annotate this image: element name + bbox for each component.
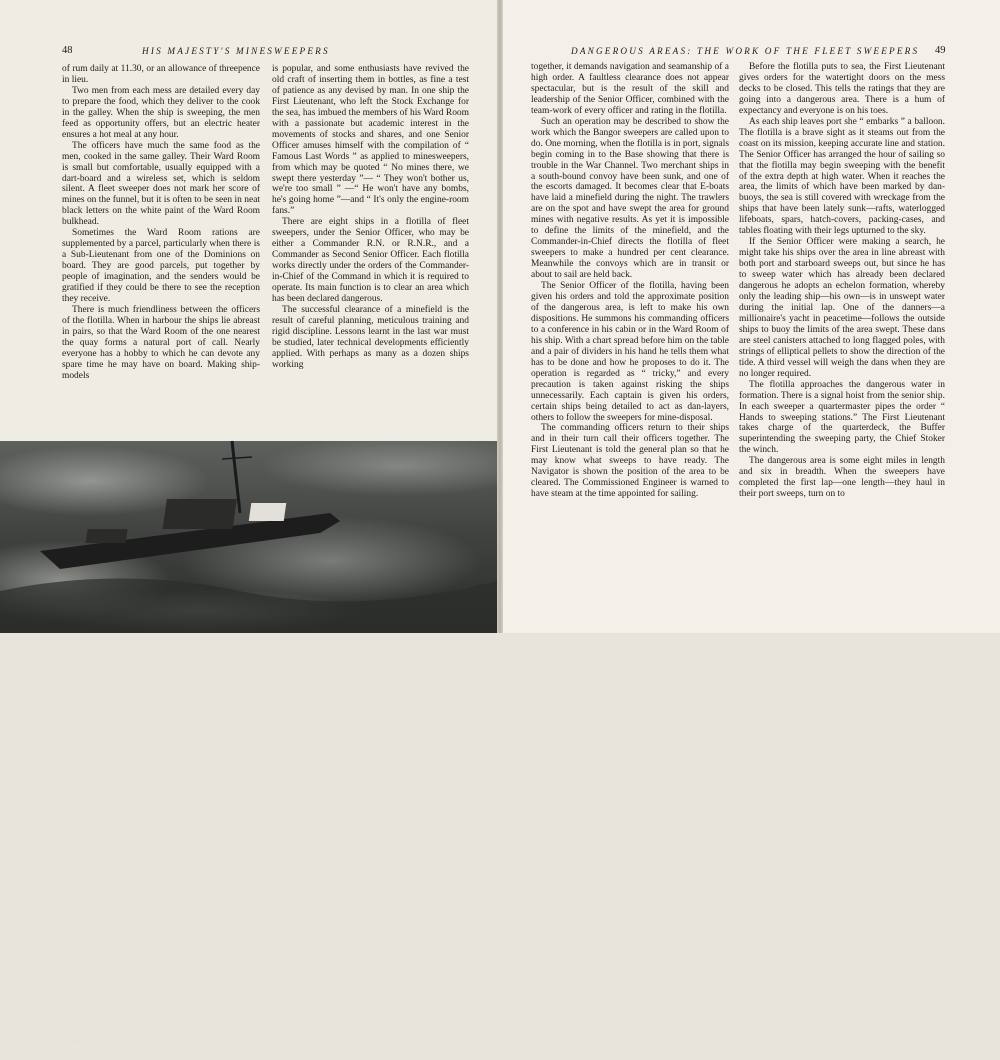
paragraph: Such an operation may be described to show the work which the Bangor sweepers are called upon to do. One morning, when the flotilla is in port, signals begin coming in to the Base showing that there is trouble in the War Channel. Two merchant ships in a south-bound convoy have been sunk, and one of the escorts damaged. It becomes clear that E-boats have laid a minefield during the night. The trawlers are on the spot and have swept the area for ground mines with negative results. As yet it is impossible to define the limits of the minefield, and the Commander-in-Chief directs the flotilla of fleet sweepers to make a hundred per cent clearance. Meanwhile the convoys which are in transit or about to sail are held back. — [531, 116, 729, 281]
right-column-1 — [531, 62, 729, 602]
left-page — [0, 0, 497, 1059]
paragraph: The officers have much the same food as the men, cooked in the same galley. Their Ward Room is small but comfortable, usually equipped with a dart-board and a wireless set, which is seldom silent. A fleet sweeper does not mark her score of mines on the funnel, but it is often to be seen in neat black letters on the white paint of the Ward Room bulkhead. — [62, 140, 260, 228]
paragraph: Sometimes the Ward Room rations are supplemented by a parcel, particularly when there is a Sub-Lieutenant from one of the Dominions on board. They are good parcels, put together by people of imagination, and the senders would be gratified if they could be there to see the reception they receive. — [62, 228, 260, 305]
caption-lead: BOWS ALMOST BLOWN OFF — [62, 1044, 175, 1051]
minesweeper-photo — [0, 441, 497, 1059]
paragraph: As each ship leaves port she “ embarks ” a balloon. The flotilla is a brave sight as it steams out from the coast on its mission, keeping accurate line and station. The Senior Officer has arranged the hour of sailing so that the flotilla may begin sweeping with the benefit of the extra depth at high water. When it reaches the area, the limits of which have been marked by dan-buoys, the sea is still covered with wreckage from the ships that have been lately sunk—rafts, waterlogged lifeboats, spars, hatch-covers, packing-cases, and tables floating with their legs upturned to the sky. — [739, 116, 945, 237]
paragraph: The commanding officers return to their ships and in their turn call their officers together. The First Lieutenant is told the general plan so that he may know what sweeps to have ready. The Navigator is shown the position of the area to be cleared. The Commissioned Engineer is warned to have steam at the time appointed for sailing. — [531, 423, 729, 500]
caption-text: by a mine, and her deck plating buckled back like tin over her bridge, a British fleet sweeper limps for home. This is one of the risks the sweepers face daily. — [62, 1044, 347, 1059]
left-page-number: 48 — [62, 45, 73, 56]
paragraph: The dangerous area is some eight miles in length and six in breadth. When the sweepers have completed the first lap—one length—they haul in their port sweeps, turn on to — [739, 456, 945, 500]
left-running-head: HIS MAJESTY'S MINESWEEPERS — [142, 46, 330, 56]
right-running-head: DANGEROUS AREAS: THE WORK OF THE FLEET SWEEPERS — [571, 46, 920, 56]
ship-at-sea-image — [0, 441, 497, 633]
left-column-2 — [272, 64, 469, 440]
paragraph: is popular, and some enthusiasts have revived the old craft of inserting them in bottles, as fine a test of patience as any devised by man. In one ship the First Lieutenant, who left the Stock Exchange for the sea, has imbued the members of his Ward Room with a passionate but academic interest in the movements of stocks and shares, and one Senior Officer amuses himself with the compilation of “ Famous Last Words ” as applied to minesweepers, from which may be quoted “ No mines there, we swept there yesterday ”— “ They won't bother us, we're too small ” —“ He won't have any bombs, he's going home ”—and “ It's only the engine-room fans.” — [272, 64, 469, 217]
paragraph: The flotilla approaches the dangerous water in formation. There is a signal hoist from the senior ship. In each sweeper a quartermaster pipes the order “ Hands to sweeping stations.” The First Lieutenant takes charge of the quarterdeck, the Buffer superintending the sweeping party, the Chief Stoker the winch. — [739, 379, 945, 456]
paragraph: of rum daily at 11.30, or an allowance of threepence in lieu. — [62, 64, 260, 85]
paragraph: The Senior Officer of the flotilla, having been given his orders and told the approximate position of the dangerous area, is left to make his own dispositions. He summons his commanding officers to a conference in his cabin or in the Ward Room of his ship. With a chart spread before him on the table and a pair of dividers in his hand he tells them what has to be done and how he proposes to do it. The operation is regarded as “ tricky,” and every precaution is taken against risking the ships unnecessarily. Each captain is given his orders, certain ships being detailed to act as dan-layers, others to follow the sweepers for mine-disposal. — [531, 281, 729, 423]
paragraph: The successful clearance of a minefield is the result of careful planning, meticulous training and rigid discipline. Lessons learnt in the last war must be studied, later technical developments efficiently applied. With perhaps as many as a dozen ships working — [272, 304, 469, 370]
paragraph: If the Senior Officer were making a search, he might take his ships over the area in line abreast with both port and starboard sweeps out, but since he has to sweep water which has already been declared dangerous he adopts an echelon formation, whereby only the leading ship—his own—is in unswept water during the initial lap. One of the danners—a millionaire's yacht in peacetime—follows the outside ships to buoy the limits of the area swept. These dans are steel canisters attached to long flagged poles, with strings of elliptical pellets to show the direction of the tide. A third vessel will weigh the dans when they are no longer required. — [739, 237, 945, 379]
paragraph: Two men from each mess are detailed every day to prepare the food, which they deliver to the cook in the galley. When the ship is sweeping, the men feed as opportunity offers, but an electric heater ensures a hot meal at any hour. — [62, 85, 260, 140]
right-column-2 — [739, 62, 945, 622]
right-page-number: 49 — [935, 45, 946, 56]
left-column-1 — [62, 64, 260, 440]
paragraph: There is much friendliness between the officers of the flotilla. When in harbour the ships lie abreast in pairs, so that the Ward Room of the one nearest the quay forms a natural port of call. Nearly everyone has a hobby to which he can devote any spare time he may have on board. Making ship-models — [62, 304, 260, 381]
paragraph: together, it demands navigation and seamanship of a high order. A faultless clearance does not appear spectacular, but is the result of the skill and leadership of the Senior Officer, combined with the team-work of every officer and rating in the flotilla. — [531, 62, 729, 116]
paragraph: Before the flotilla puts to sea, the First Lieutenant gives orders for the watertight doors on the mess decks to be closed. This tells the ratings that they are going into a dangerous area. There is a hum of expectancy and everyone is on his toes. — [739, 62, 945, 116]
paragraph: There are eight ships in a flotilla of fleet sweepers, under the Senior Officer, who may be either a Commander R.N. or R.N.R., and a Commander as Second Senior Officer. Each flotilla works directly under the orders of the Commander-in-Chief of the Command in which it is required to operate. Its main function is to clear an area which has been declared dangerous. — [272, 217, 469, 305]
right-page — [503, 0, 1000, 633]
photo-caption — [62, 1044, 352, 1060]
